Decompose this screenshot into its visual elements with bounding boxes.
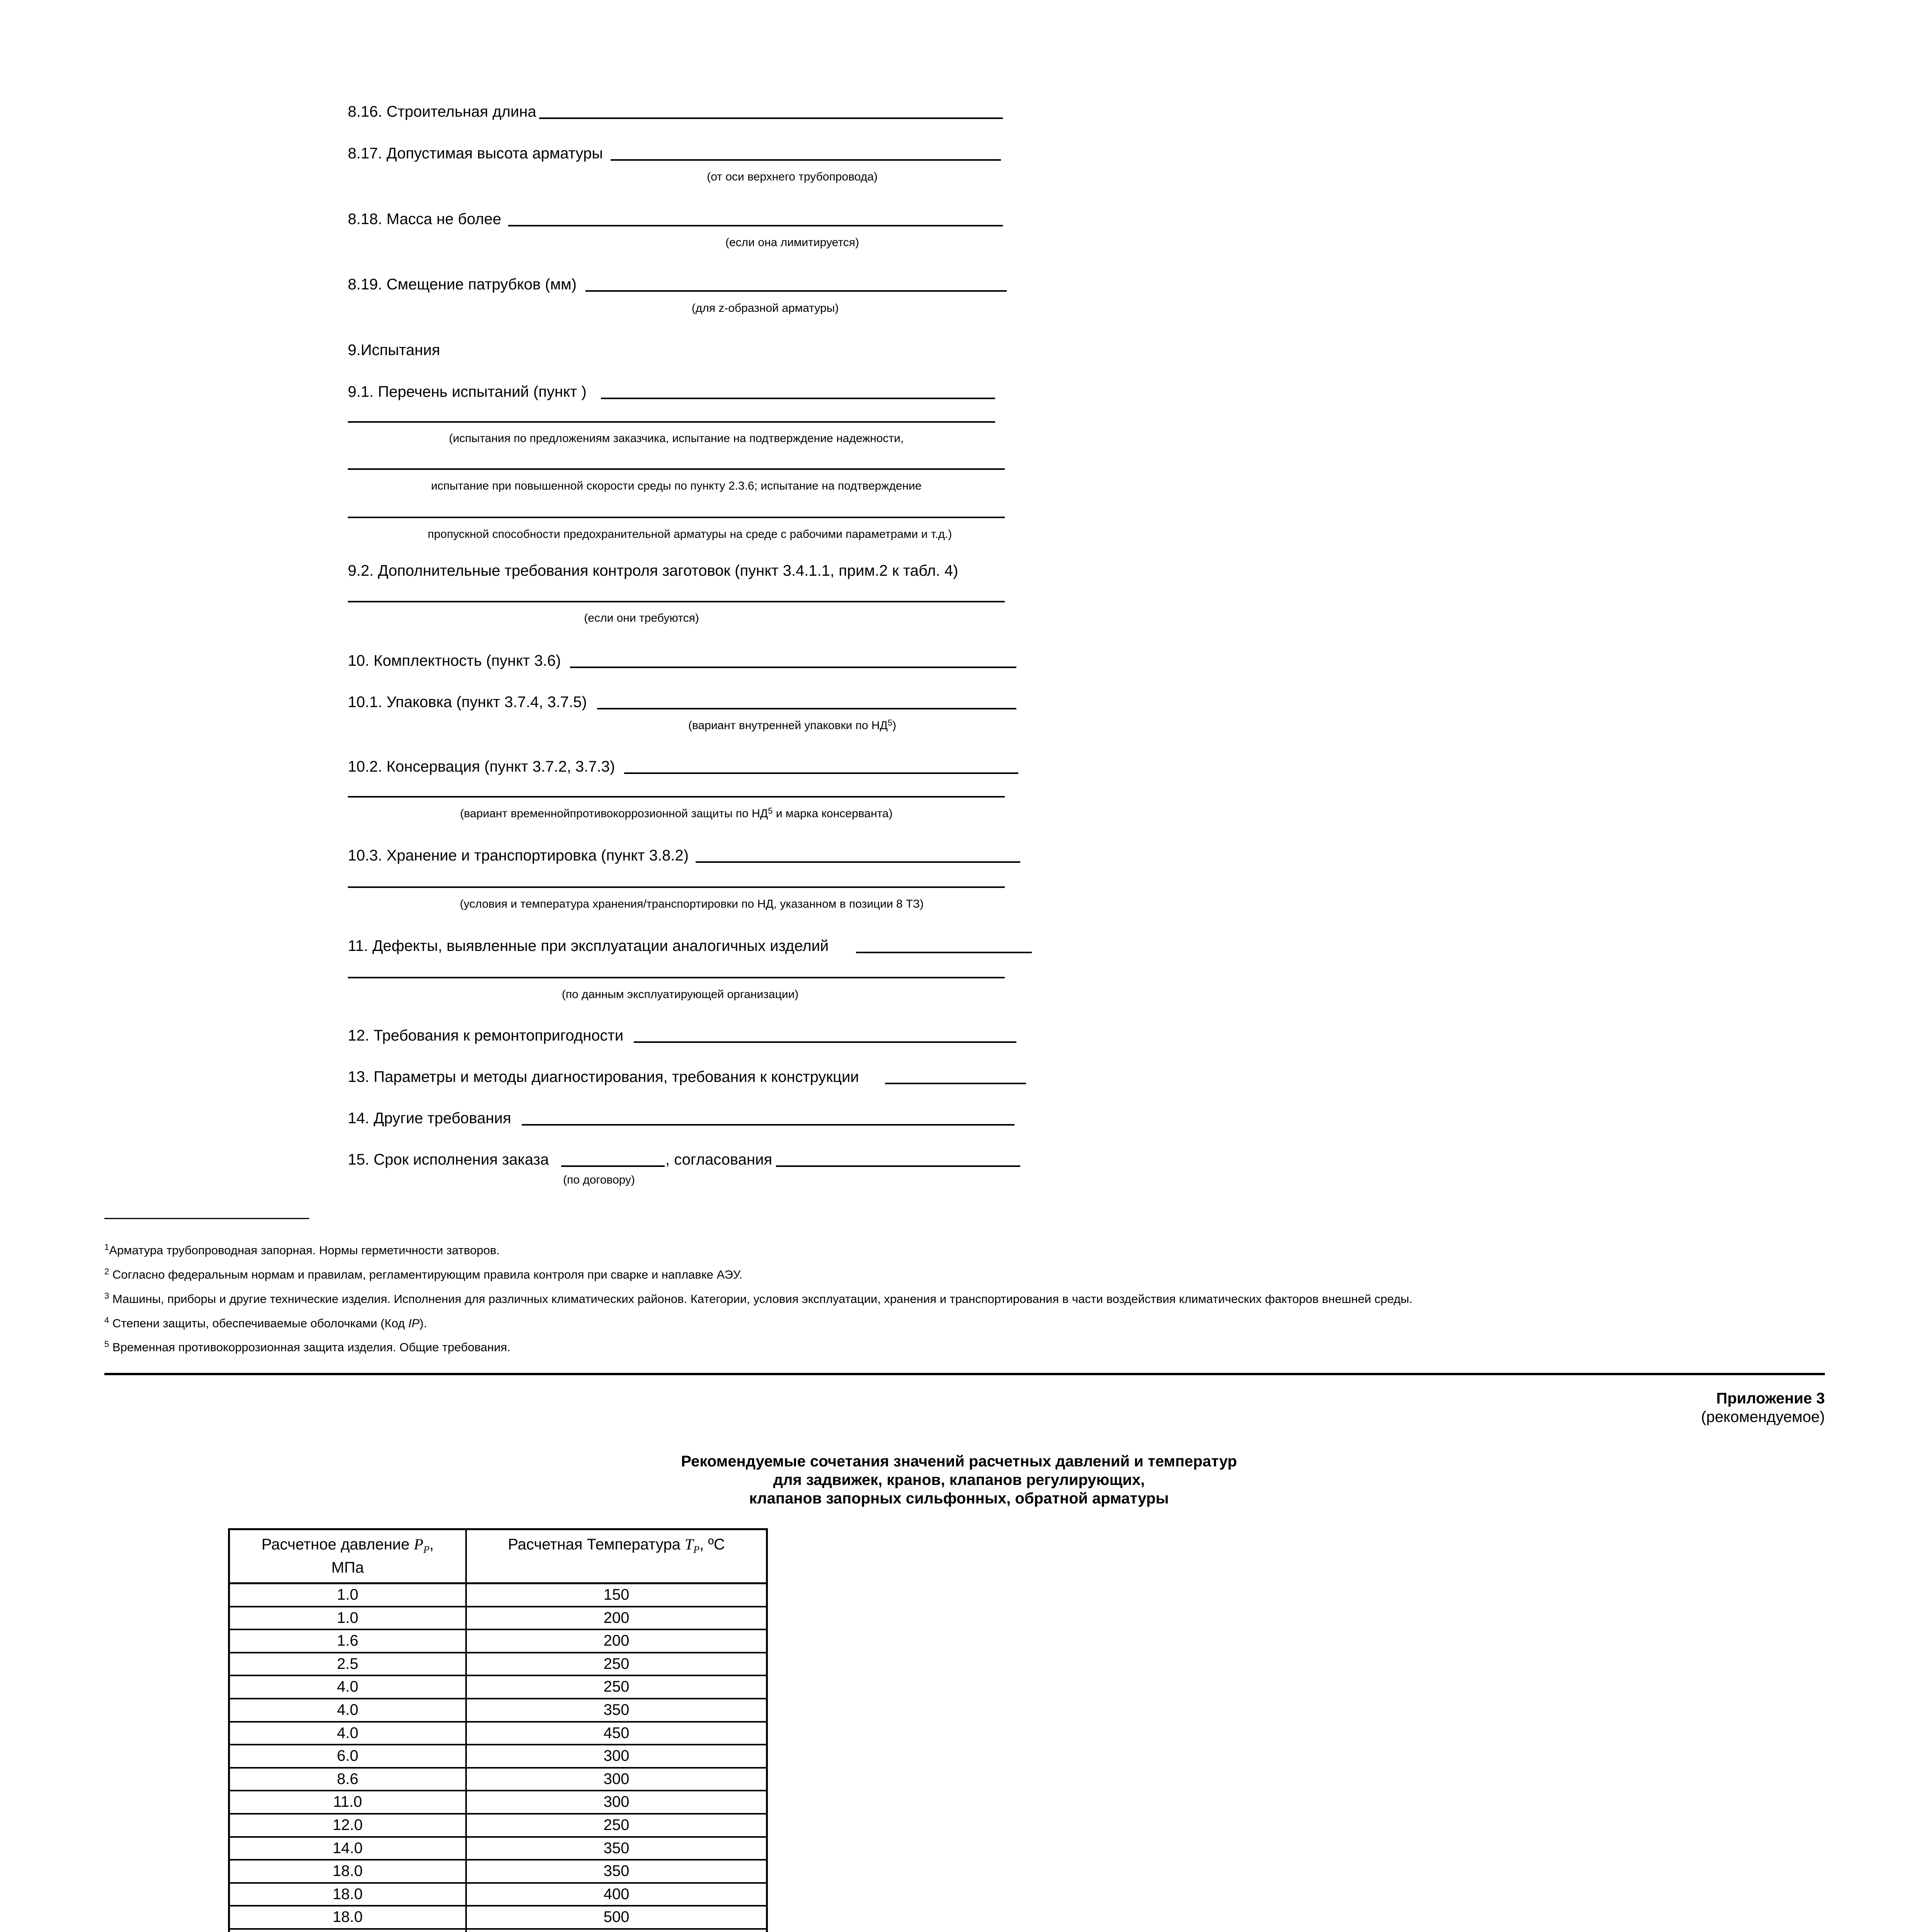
header-temperature <box>467 1530 766 1582</box>
cell-temperature: 300 <box>603 1793 630 1811</box>
fill-line <box>348 421 995 423</box>
cell-pressure <box>230 1930 467 1932</box>
note-10-1-text: (вариант внутренней упаковки по НД <box>688 719 888 732</box>
fill-line <box>561 1165 665 1167</box>
footnote-ref: 5 <box>887 718 893 728</box>
footnote-num: 2 <box>104 1267 109 1276</box>
table-row <box>228 1861 768 1884</box>
cell-temperature: 350 <box>603 1839 630 1857</box>
cell-temperature: 200 <box>603 1609 630 1626</box>
header-temperature-text: Расчетная Температура <box>508 1536 685 1553</box>
appendix-3-status: (рекомендуемое) <box>1701 1408 1825 1425</box>
note-10-2-end: и марка консерванта) <box>773 807 893 820</box>
table-row <box>228 1723 768 1746</box>
footnote-text: Временная противокоррозионная защита изделия. Общие требования. <box>109 1340 511 1354</box>
note-9-2: (если они требуются) <box>584 612 699 624</box>
item-8-16: 8.16. Строительная длина <box>348 103 536 120</box>
table-row <box>228 1930 768 1932</box>
fill-line <box>348 601 1005 602</box>
note-15: (по договору) <box>563 1173 635 1186</box>
footnote-num: 4 <box>104 1315 109 1325</box>
footnote-2 <box>104 1267 742 1282</box>
symbol-sub: P <box>423 1544 430 1555</box>
cell-temperature: 350 <box>603 1701 630 1718</box>
cell-temperature: 300 <box>603 1747 630 1765</box>
table-row <box>228 1630 768 1653</box>
item-10-1: 10.1. Упаковка (пункт 3.7.4, 3.7.5) <box>348 694 587 711</box>
item-10-2: 10.2. Консервация (пункт 3.7.2, 3.7.3) <box>348 758 615 775</box>
table-row <box>228 1584 768 1607</box>
table-row <box>228 1815 768 1838</box>
item-8-18: 8.18. Масса не более <box>348 211 502 228</box>
item-8-19: 8.19. Смещение патрубков (мм) <box>348 276 577 293</box>
footnote-end: ). <box>419 1316 427 1330</box>
note-10-2 <box>406 807 947 821</box>
fill-line <box>597 708 1016 709</box>
item-10: 10. Комплектность (пункт 3.6) <box>348 652 561 669</box>
cell-temperature: 250 <box>603 1816 630 1833</box>
cell-pressure: 11.0 <box>230 1791 467 1813</box>
fill-line <box>585 290 1007 292</box>
appendix-3-heading-3: клапанов запорных сильфонных, обратной арматуры <box>749 1490 1169 1507</box>
footnote-num: 3 <box>104 1291 109 1301</box>
footnote-text: Согласно федеральным нормам и правилам, регламентирующим правила контроля при сварке и наплавке АЭУ. <box>109 1268 742 1281</box>
symbol-t: T <box>684 1536 694 1553</box>
cell-temperature: 350 <box>603 1862 630 1880</box>
cell-temperature <box>467 1930 766 1932</box>
symbol-p: P <box>414 1536 424 1553</box>
note-8-19: (для z-образной арматуры) <box>691 302 839 315</box>
cell-pressure: 1.0 <box>230 1607 467 1629</box>
item-15-mid: , согласования <box>665 1151 773 1168</box>
footnote-num: 5 <box>104 1339 109 1349</box>
header-pressure <box>230 1530 467 1582</box>
note-10-3: (условия и температура хранения/транспортировки по НД, указанном в позиции 8 ТЗ) <box>460 898 924 910</box>
fill-line <box>348 468 1005 470</box>
item-8-17: 8.17. Допустимая высота арматуры <box>348 145 603 162</box>
table-row <box>228 1906 768 1930</box>
note-8-18: (если она лимитируется) <box>725 236 859 249</box>
item-12: 12. Требования к ремонтопригодности <box>348 1027 624 1044</box>
cell-pressure: 18.0 <box>230 1884 467 1905</box>
header-pressure-text: Расчетное давление <box>261 1536 414 1553</box>
note-10-1-end: ) <box>892 719 897 732</box>
cell-temperature: 450 <box>603 1724 630 1742</box>
footnote-3 <box>104 1292 1413 1306</box>
fill-line <box>885 1083 1026 1084</box>
table-row <box>228 1676 768 1699</box>
fill-line <box>348 977 1005 978</box>
footnote-separator <box>104 1218 309 1219</box>
fill-line <box>348 517 1005 518</box>
item-11: 11. Дефекты, выявленные при эксплуатации аналогичных изделий <box>348 937 829 954</box>
footnote-4 <box>104 1316 427 1331</box>
note-8-17: (от оси верхнего трубопровода) <box>707 170 878 183</box>
cell-temperature: 150 <box>603 1586 630 1603</box>
appendix-3-title: Приложение 3 <box>1716 1390 1825 1407</box>
table-row <box>228 1838 768 1861</box>
table-row <box>228 1653 768 1677</box>
footnote-num: 1 <box>104 1242 109 1252</box>
cell-temperature: 250 <box>603 1655 630 1672</box>
fill-line <box>696 861 1020 863</box>
table-body <box>228 1584 768 1932</box>
table-row <box>228 1699 768 1723</box>
cell-pressure: 2.5 <box>230 1653 467 1675</box>
header-pressure-unit: МПа <box>331 1559 364 1576</box>
table-row <box>228 1607 768 1631</box>
item-9-2: 9.2. Дополнительные требования контроля заготовок (пункт 3.4.1.1, прим.2 к табл. 4) <box>348 562 958 579</box>
item-10-3: 10.3. Хранение и транспортировка (пункт 3.8.2) <box>348 847 689 864</box>
header-pressure-comma: , <box>429 1536 434 1553</box>
cell-pressure: 14.0 <box>230 1838 467 1859</box>
cell-temperature: 250 <box>603 1678 630 1696</box>
section-divider <box>104 1373 1825 1375</box>
item-9-1: 9.1. Перечень испытаний (пункт ) <box>348 383 587 400</box>
cell-temperature: 300 <box>603 1770 630 1787</box>
fill-line <box>348 886 1005 888</box>
note-9-1-a: (испытания по предложениям заказчика, испытание на подтверждение надежности, <box>449 432 904 445</box>
cell-pressure: 1.6 <box>230 1630 467 1652</box>
fill-line <box>348 796 1005 798</box>
cell-temperature: 400 <box>603 1885 630 1903</box>
fill-line <box>611 159 1001 161</box>
fill-line <box>624 772 1018 774</box>
footnote-text: Машины, приборы и другие технические изделия. Исполнения для различных климатических районов. Категории, условия эксплуатации, хранения и транспортирования в части воздействия климатических факторов внешней среды. <box>109 1292 1413 1306</box>
fill-line <box>522 1124 1014 1126</box>
fill-line <box>634 1041 1016 1043</box>
fill-line <box>601 398 995 399</box>
note-9-1-c: пропускной способности предохранительной арматуры на среде с рабочими параметрами и т.д.) <box>427 528 952 541</box>
cell-pressure: 18.0 <box>230 1906 467 1928</box>
table-row <box>228 1745 768 1769</box>
cell-pressure: 8.6 <box>230 1769 467 1790</box>
table-row <box>228 1791 768 1815</box>
fill-line <box>856 952 1032 953</box>
footnote-code: IP <box>408 1316 420 1330</box>
section-9-title: 9.Испытания <box>348 342 440 359</box>
cell-pressure: 4.0 <box>230 1699 467 1721</box>
header-temperature-unit: , ºС <box>699 1536 725 1553</box>
cell-temperature: 200 <box>603 1632 630 1650</box>
item-14: 14. Другие требования <box>348 1110 511 1127</box>
fill-line <box>570 667 1016 668</box>
symbol-sub: P <box>693 1544 700 1555</box>
footnote-5 <box>104 1340 511 1355</box>
fill-line <box>776 1165 1020 1167</box>
fill-line <box>539 117 1003 119</box>
footnote-1 <box>104 1243 500 1258</box>
footnote-ref: 5 <box>768 806 773 816</box>
cell-pressure: 1.0 <box>230 1584 467 1606</box>
item-13: 13. Параметры и методы диагностирования, требования к конструкции <box>348 1068 859 1085</box>
cell-pressure: 12.0 <box>230 1815 467 1836</box>
cell-pressure: 4.0 <box>230 1723 467 1744</box>
cell-pressure: 4.0 <box>230 1676 467 1698</box>
appendix-3-heading-2: для задвижек, кранов, клапанов регулирующих, <box>773 1471 1145 1488</box>
note-9-1-b: испытание при повышенной скорости среды по пункту 2.3.6; испытание на подтверждение <box>431 480 922 492</box>
table-row <box>228 1769 768 1792</box>
note-11: (по данным эксплуатирующей организации) <box>562 988 799 1001</box>
cell-temperature: 500 <box>603 1908 630 1926</box>
cell-pressure: 6.0 <box>230 1745 467 1767</box>
footnote-text: Арматура трубопроводная запорная. Нормы герметичности затворов. <box>109 1243 500 1257</box>
note-10-1 <box>657 719 928 733</box>
note-10-2-text: (вариант временнойпротивокоррозионной защиты по НД <box>460 807 768 820</box>
table-header <box>228 1528 768 1584</box>
footnote-text: Степени защиты, обеспечиваемые оболочками (Код <box>109 1316 408 1330</box>
appendix-3-heading-1: Рекомендуемые сочетания значений расчетных давлений и температур <box>681 1453 1237 1470</box>
table-row <box>228 1884 768 1907</box>
pressure-temperature-table <box>228 1528 768 1932</box>
cell-pressure: 18.0 <box>230 1861 467 1882</box>
fill-line <box>508 225 1003 226</box>
item-15: 15. Срок исполнения заказа <box>348 1151 549 1168</box>
